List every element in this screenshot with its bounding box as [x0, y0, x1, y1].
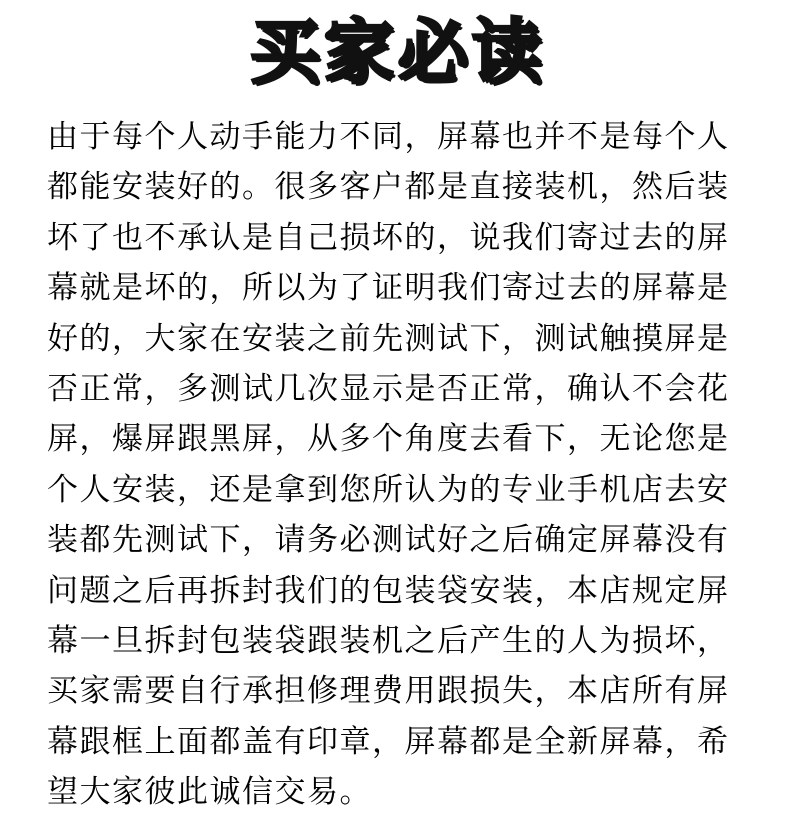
body-line: 个人安装，还是拿到您所认为的专业手机店去安 — [47, 471, 730, 508]
body-line: 幕就是坏的，所以为了证明我们寄过去的屏幕是 — [47, 270, 730, 307]
body-line: 都能安装好的。很多客户都是直接装机，然后装 — [47, 169, 730, 206]
notice-body — [47, 112, 747, 817]
body-line: 问题之后再拆封我们的包装袋安装，本店规定屏 — [47, 572, 730, 609]
body-line: 装都先测试下，请务必测试好之后确定屏幕没有 — [47, 522, 730, 559]
body-line: 坏了也不承认是自己损坏的，说我们寄过去的屏 — [47, 219, 730, 256]
body-line: 由于每个人动手能力不同，屏幕也并不是每个人 — [47, 119, 730, 155]
body-line: 幕一旦拆封包装袋跟装机之后产生的人为损坏， — [47, 622, 730, 659]
body-line: 否正常，多测试几次显示是否正常，确认不会花 — [47, 370, 730, 407]
body-line: 买家需要自行承担修理费用跟损失，本店所有屏 — [47, 673, 730, 710]
body-line: 好的，大家在安装之前先测试下，测试触摸屏是 — [47, 320, 730, 357]
body-line: 屏，爆屏跟黑屏，从多个角度去看下，无论您是 — [47, 421, 730, 458]
body-line: 幕跟框上面都盖有印章，屏幕都是全新屏幕，希 — [47, 723, 730, 760]
notice-title: 买家必读 — [250, 11, 546, 93]
body-line: 望大家彼此诚信交易。 — [47, 774, 372, 811]
